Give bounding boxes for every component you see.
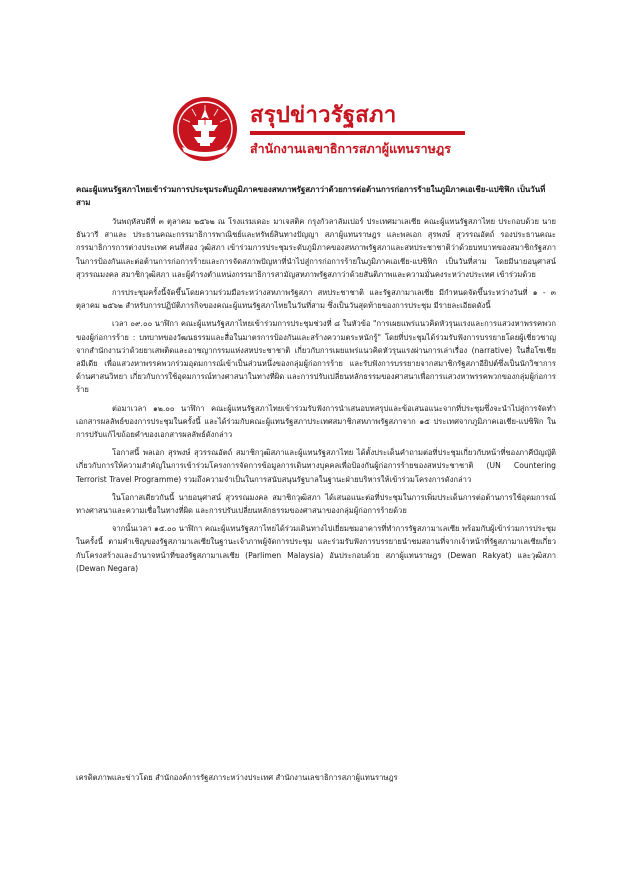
credit-line: เครดิตภาพและข่าวโดย สำนักองค์การรัฐสภาระหว่างประเทศ สำนักงานเลขาธิการสภาผู้แทนราษฎร: [76, 773, 398, 782]
article-body: [76, 183, 556, 580]
article-headline: คณะผู้แทนรัฐสภาไทยเข้าร่วมการประชุมระดับภูมิภาคของสหภาพรัฐสภาว่าด้วยการต่อต้านการก่อการร้ายในภูมิภาคเอเชีย-แปซิฟิก เป็นวันที่สาม: [76, 185, 546, 207]
masthead-title: สรุปข่าวรัฐสภา: [250, 103, 397, 128]
parliament-emblem-icon: [170, 95, 240, 163]
masthead-subtitle: สำนักงานเลขาธิการสภาผู้แทนราษฎร: [250, 141, 451, 156]
article-paragraph: เวลา ๐๙.๐๐ นาฬิกา คณะผู้แทนรัฐสภาไทยเข้าร่วมการประชุมช่วงที่ ๘ ในหัวข้อ "การเผยแพร่แนวคิดหัวรุนแรงและการแสวงหาพรรคพวกของผู้ก่อการร้าย : บทบาทของวัฒนธรรมและสื่อในมาตรการป้องกันและสร้างความตระหนักรู้" โดยที่ประชุมได้ร่วมรับฟังการบรรยายโดยผู้เชี่ยวชาญจากสำนักงานว่าด้วยยาเสพติดและอาชญากรรมแห่งสหประชาชาติ เกี่ยวกับการเผยแพร่แนวคิดหัวรุนแรงผ่านการเล่าเรื่อง (narrative) ในสื่อโซเชียลมีเดีย เพื่อแสวงหาพรรคพวกร่วมอุดมการณ์เข้าเป็นส่วนหนึ่งของกลุ่มผู้ก่อการร้าย และรับฟังการบรรยายจากสมาชิกรัฐสภาอียิปต์ซึ่งเป็นนักวิชาการด้านศาสนวิทยา เกี่ยวกับการใช้อุดมการณ์ทางศาสนาในทางที่ผิด และการปรับเปลี่ยนหลักธรรมของศาสนาเพื่อการแสวงหาพรรคพวกของกลุ่มผู้ก่อการร้าย: [76, 319, 556, 395]
article-paragraph: โอกาสนี้ พลเอก สุรพงษ์ สุวรรณอัตถ์ สมาชิกวุฒิสภาและผู้แทนรัฐสภาไทย ได้ตั้งประเด็นคำถามต่อที่ประชุมเกี่ยวกับหน้าที่ของภาคีบัญญัติเกี่ยวกับการให้ความสำคัญในการเข้าร่วมโครงการจัดการข้อมูลการเดินทางบุคคลเพื่อป้องกันผู้ก่อการร้ายของสหประชาชาติ (UN Countering Terrorist Travel Programme) รวมถึงความจำเป็นในการสนับสนุนรัฐบาลในฐานะฝ่ายบริหารให้เข้าร่วมโครงการดังกล่าว: [76, 448, 556, 484]
article-paragraph: จากนั้นเวลา ๑๕.๐๐ นาฬิกา คณะผู้แทนรัฐสภาไทยได้ร่วมเดินทางไปเยี่ยมชมอาคารที่ทำการรัฐสภามาเลเซีย พร้อมกับผู้เข้าร่วมการประชุมในครั้งนี้ ตามคำเชิญของรัฐสภามาเลเซียในฐานะเจ้าภาพผู้จัดการประชุม และร่วมรับฟังการบรรยายนำชมสถานที่จากเจ้าหน้าที่รัฐสภามาเลเซียเกี่ยวกับโครงสร้างและอำนาจหน้าที่ของรัฐสภามาเลเซีย (Parlimen Malaysia) อันประกอบด้วย สภาผู้แทนราษฎร (Dewan Rakyat) และวุฒิสภา (Dewan Negara): [76, 524, 556, 573]
article-paragraph: ต่อมาเวลา ๑๒.๐๐ นาฬิกา คณะผู้แทนรัฐสภาไทยเข้าร่วมรับฟังการนำเสนอบทสรุปและข้อเสนอแนะจากที่ประชุมซึ่งจะนำไปสู่การจัดทำเอกสารผลลัพธ์ของการประชุมในครั้งนี้ และได้ร่วมกับคณะผู้แทนรัฐสภาประเทศสมาชิกสหภาพรัฐสภาจาก ๑๕ ประเทศจากภูมิภาคเอเชีย-แปซิฟิก ในการปรับแก้ไขถ้อยคำของเอกสารผลลัพธ์ดังกล่าว: [76, 403, 556, 440]
masthead: [170, 95, 470, 170]
article-paragraph: การประชุมครั้งนี้จัดขึ้นโดยความร่วมมือระหว่างสหภาพรัฐสภา สหประชาชาติ และรัฐสภามาเลเซีย มีกำหนดจัดขึ้นระหว่างวันที่ ๑ - ๓ ตุลาคม ๒๕๖๒ สำหรับการปฏิบัติภารกิจของคณะผู้แทนรัฐสภาไทยในวันที่สาม ซึ่งเป็นวันสุดท้ายของการประชุม มีรายละเอียดดังนี้: [76, 288, 556, 311]
masthead-divider: [250, 131, 465, 135]
article-paragraph: ในโอกาสเดียวกันนี้ นายอนุศาสน์ สุวรรณมงคล สมาชิกวุฒิสภา ได้เสนอแนะต่อที่ประชุมในการเพิ่มประเด็นการต่อต้านการใช้อุดมการณ์ทางศาสนาและความเชื่อในทางที่ผิด และการปรับเปลี่ยนหลักธรรมของศาสนาของกลุ่มผู้ก่อการร้ายด้วย: [76, 492, 556, 516]
article-paragraph: วันพฤหัสบดีที่ ๓ ตุลาคม ๒๕๖๒ ณ โรงแรมเดอะ มาเจสติค กรุงกัวลาลัมเปอร์ ประเทศมาเลเซีย คณะผู้แทนรัฐสภาไทย ประกอบด้วย นายธันวารี สาและ ประธานคณะกรรมาธิการพาณิชย์และทรัพย์สินทางปัญญา สภาผู้แทนราษฎร และพลเอก สุรพงษ์ สุวรรณอัตถ์ รองประธานคณะกรรมาธิการการต่างประเทศ คนที่สอง วุฒิสภา เข้าร่วมการประชุมระดับภูมิภาคของสหภาพรัฐสภาและสหประชาชาติว่าด้วยบทบาทของสมาชิกรัฐสภาในการป้องกันและต่อต้านการก่อการร้ายและการจัดสภาพปัญหาที่นำไปสู่การก่อการร้ายในภูมิภาคเอเชีย-แปซิฟิก เป็นวันที่สาม โดยมีนายอนุศาสน์ สุวรรณมงคล สมาชิกวุฒิสภา และผู้ดำรงตำแหน่งกรรมาธิการสามัญสหภาพรัฐสภาว่าด้วยสันติภาพและความมั่นคงระหว่างประเทศ เข้าร่วมด้วย: [76, 217, 556, 279]
